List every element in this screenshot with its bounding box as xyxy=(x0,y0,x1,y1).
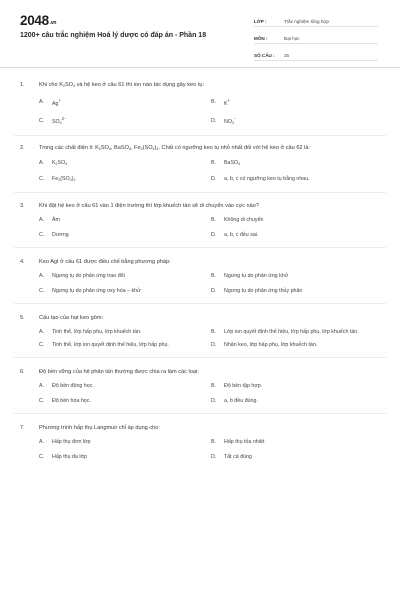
option-text: Tinh thể, lớp hấp phụ, lớp khuếch tán. xyxy=(52,328,142,335)
answer-option[interactable] xyxy=(39,231,211,239)
option-letter: C. xyxy=(39,397,45,404)
option-letter: C. xyxy=(39,176,45,183)
option-text: Ngưng tụ do phản ứng oxy hóa – khử xyxy=(52,287,141,294)
question-number: 2. xyxy=(20,144,25,151)
option-letter: C. xyxy=(39,117,45,124)
document-meta xyxy=(254,13,378,64)
answer-option[interactable] xyxy=(39,159,211,168)
answer-option[interactable] xyxy=(211,287,383,295)
question-text-row xyxy=(20,202,380,211)
option-letter: A. xyxy=(39,272,45,279)
logo-suffix: .vn xyxy=(49,20,57,26)
option-letter: A. xyxy=(39,438,45,445)
answer-option[interactable] xyxy=(211,97,383,108)
answer-options xyxy=(39,438,380,461)
site-logo[interactable] xyxy=(20,13,56,28)
option-letter: B. xyxy=(211,160,217,167)
answer-option[interactable] xyxy=(39,397,211,405)
answer-options xyxy=(39,216,380,239)
question-text-row xyxy=(20,144,380,154)
answer-option[interactable] xyxy=(39,438,211,446)
question-item xyxy=(0,248,400,303)
option-text: Tinh thể, lớp ion quyết định thế hiệu, lớp hấp phụ. xyxy=(52,341,169,348)
answer-options xyxy=(39,97,380,127)
answer-option[interactable] xyxy=(211,272,383,280)
option-letter: A. xyxy=(39,216,45,223)
question-item xyxy=(0,304,400,357)
answer-option[interactable] xyxy=(211,328,383,336)
meta-value: Đại học xyxy=(284,36,300,41)
option-text: Ngưng tụ do phản ứng khử xyxy=(224,272,289,279)
answer-option[interactable] xyxy=(39,341,211,349)
option-text: BaSO$_4$ xyxy=(224,159,241,166)
option-letter: A. xyxy=(39,160,45,167)
question-number: 3. xyxy=(20,202,25,209)
option-text: a, b, c có ngưỡng keo tụ bằng nhau. xyxy=(224,176,310,183)
option-letter: D. xyxy=(211,453,217,460)
answer-options xyxy=(39,159,380,184)
option-text: Hấp thụ đa lớp xyxy=(52,453,87,460)
option-letter: D. xyxy=(211,341,217,348)
answer-option[interactable] xyxy=(39,453,211,461)
answer-option[interactable] xyxy=(211,159,383,168)
option-letter: B. xyxy=(211,272,217,279)
option-text: Dương xyxy=(52,231,69,238)
answer-option[interactable] xyxy=(39,115,211,127)
question-number: 7. xyxy=(20,424,25,431)
answer-option[interactable] xyxy=(211,453,383,461)
question-number: 1. xyxy=(20,82,25,88)
option-letter: B. xyxy=(211,382,217,389)
option-text: $K_2SO_4$ xyxy=(52,159,68,166)
option-letter: D. xyxy=(211,397,217,404)
question-text: Khi đặt hệ keo ở câu 61 vào 1 điện trường thì lớp khuếch tán sẽ di chuyển vào cực nào? xyxy=(39,202,260,209)
document-header xyxy=(0,0,400,66)
option-text: Tất cả đúng xyxy=(224,453,252,460)
option-text: $NO_3^-$ xyxy=(224,115,236,125)
answer-option[interactable] xyxy=(211,115,383,127)
question-item xyxy=(0,414,400,469)
question-item xyxy=(0,193,400,247)
question-text-row xyxy=(20,81,380,91)
option-text: Hấp thụ đơn lớp xyxy=(52,438,91,445)
question-item xyxy=(0,358,400,413)
option-text: Lớp ion quyết định thế hiệu, lớp hấp phụ, lớp khuếch tán. xyxy=(224,328,359,335)
answer-option[interactable] xyxy=(211,382,383,390)
logo-text: 2048 xyxy=(20,13,49,28)
answer-option[interactable] xyxy=(39,382,211,390)
option-text: Độ bền tập hợp. xyxy=(224,382,263,389)
option-letter: B. xyxy=(211,438,217,445)
option-letter: B. xyxy=(211,328,217,335)
answer-option[interactable] xyxy=(39,216,211,224)
question-list xyxy=(0,70,400,469)
answer-option[interactable] xyxy=(211,341,383,349)
meta-row-count xyxy=(254,47,378,61)
option-text: $Fe_2(SO_4)_3$ xyxy=(52,175,76,182)
meta-row-class xyxy=(254,13,378,27)
question-text: Phương trình hấp thụ Langmuir chỉ áp dụng cho: xyxy=(39,424,160,431)
answer-options xyxy=(39,272,380,295)
answer-option[interactable] xyxy=(39,272,211,280)
meta-value: 25 xyxy=(284,53,290,58)
option-text: Ag+ xyxy=(52,98,62,107)
question-text: Độ bền vững của hệ phân tán thường được chia ra làm các loại: xyxy=(39,368,199,375)
document-title: 1200+ câu trắc nghiệm Hoá lý dược có đáp án - Phần 18 xyxy=(20,32,207,39)
answer-options xyxy=(39,328,380,349)
option-text: Không di chuyển xyxy=(224,216,264,223)
option-letter: D. xyxy=(211,231,217,238)
option-letter: C. xyxy=(39,341,45,348)
question-text: Keo AgI ở câu 61 được điều chế bằng phương pháp: xyxy=(39,258,171,265)
question-number: 6. xyxy=(20,368,25,375)
question-text: Khi cho $K_2SO_4$ và hệ keo ở câu 61 thì ion nào tác dụng gây keo tụ: xyxy=(39,82,205,88)
question-number: 5. xyxy=(20,314,25,321)
option-text: $SO_4^{2-}$ xyxy=(52,115,66,125)
option-letter: D. xyxy=(211,287,217,294)
option-letter: B. xyxy=(211,216,217,223)
question-text-row xyxy=(20,258,380,267)
option-text: a, b, c đều sai. xyxy=(224,231,259,238)
option-text: Ngưng tụ do phản ứng thủy phân xyxy=(224,287,303,294)
question-text: Trong các chất điện li: $K_2SO_4$, BaSO$_4$, $Fe_2(SO_4)_3$. Chất có ngưỡng keo tụ nhỏ nhất đối với hệ keo ở câu 62 là: xyxy=(39,144,311,151)
option-text: K+ xyxy=(224,98,231,107)
meta-value: Trắc nghiệm tổng hợp xyxy=(284,19,329,24)
option-letter: D. xyxy=(211,176,217,183)
option-letter: B. xyxy=(211,99,217,106)
option-text: Âm xyxy=(52,216,60,223)
answer-option[interactable] xyxy=(211,216,383,224)
answer-option[interactable] xyxy=(39,97,211,108)
option-letter: A. xyxy=(39,99,45,106)
meta-row-subject xyxy=(254,30,378,44)
option-text: a, b đều đúng. xyxy=(224,397,258,404)
option-text: Độ bền hóa học. xyxy=(52,397,91,404)
option-text: Nhân keo, lớp hấp phụ, lớp khuếch tán. xyxy=(224,341,318,348)
option-letter: A. xyxy=(39,382,45,389)
question-item xyxy=(0,136,400,192)
answer-option[interactable] xyxy=(211,175,383,184)
answer-option[interactable] xyxy=(39,175,211,184)
option-letter: A. xyxy=(39,328,45,335)
answer-option[interactable] xyxy=(211,438,383,446)
option-letter: D. xyxy=(211,117,217,124)
meta-label: SỐ CÂU : xyxy=(254,53,275,58)
answer-option[interactable] xyxy=(39,287,211,295)
question-text: Cấu tạo của hạt keo gồm: xyxy=(39,314,104,321)
option-letter: C. xyxy=(39,453,45,460)
header-divider xyxy=(0,67,400,68)
question-number: 4. xyxy=(20,258,25,265)
answer-option[interactable] xyxy=(39,328,211,336)
question-text-row xyxy=(20,424,380,433)
option-text: Hấp thụ tỏa nhiệt xyxy=(224,438,265,445)
option-letter: C. xyxy=(39,231,45,238)
option-text: Ngưng tụ do phản ứng trao đổi xyxy=(52,272,125,279)
answer-option[interactable] xyxy=(211,231,383,239)
meta-label: MÔN : xyxy=(254,36,268,41)
question-text-row xyxy=(20,314,380,323)
option-letter: C. xyxy=(39,287,45,294)
answer-option[interactable] xyxy=(211,397,383,405)
question-item xyxy=(0,70,400,135)
option-text: Độ bền động học. xyxy=(52,382,94,389)
answer-options xyxy=(39,382,380,405)
question-text-row xyxy=(20,368,380,377)
meta-label: LỚP : xyxy=(254,19,267,24)
